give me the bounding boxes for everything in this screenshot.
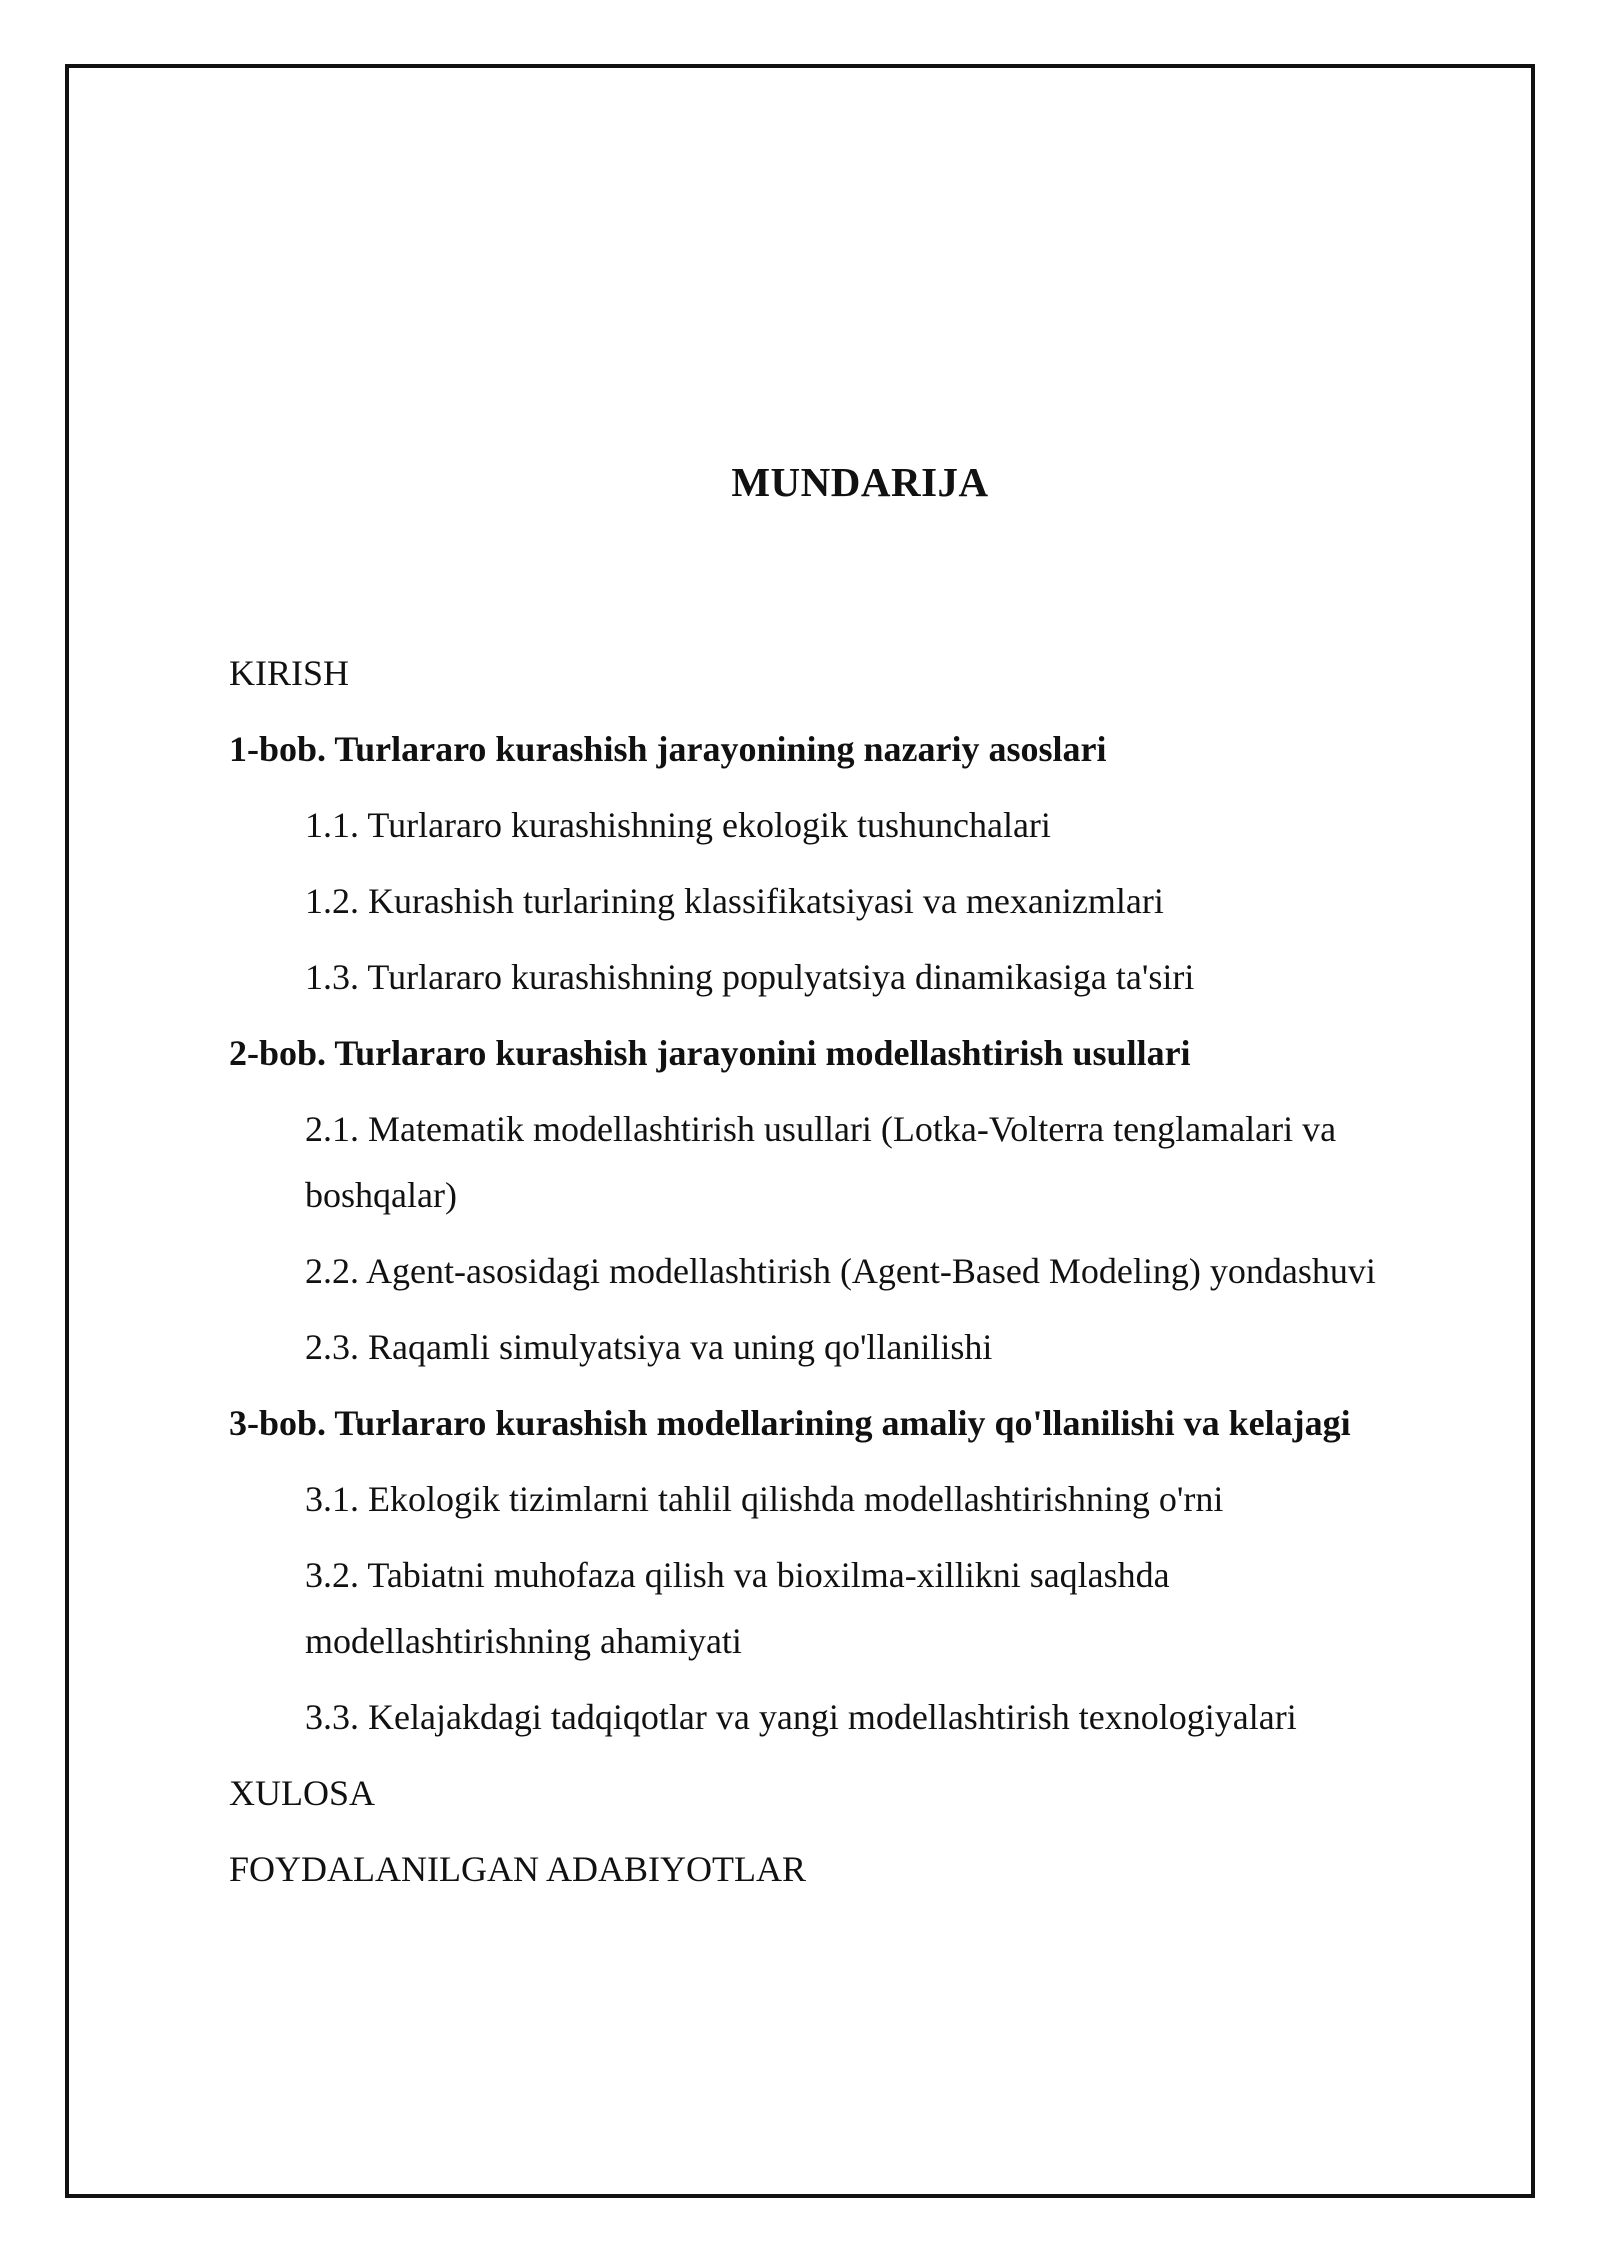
toc-section-2-3: 2.3. Raqamli simulyatsiya va uning qo'llanilishi (305, 1327, 993, 1367)
toc-section-1-1: 1.1. Turlararo kurashishning ekologik tushunchalari (305, 805, 1051, 845)
toc-chapter-2: 2-bob. Turlararo kurashish jarayonini modellashtirish usullari (229, 1033, 1191, 1073)
toc-section-2-1: 2.1. Matematik modellashtirish usullari (Lotka-Volterra tenglamalari va boshqalar) (305, 1109, 1337, 1215)
toc-section-2-2: 2.2. Agent-asosidagi modellashtirish (Agent-Based Modeling) yondashuvi (305, 1251, 1376, 1291)
toc-entry-intro: KIRISH (229, 653, 350, 693)
toc-section-3-1: 3.1. Ekologik tizimlarni tahlil qilishda modellashtirishning o'rni (305, 1479, 1224, 1519)
page-title: MUNDARIJA (731, 459, 989, 505)
toc-entry-references: FOYDALANILGAN ADABIYOTLAR (229, 1849, 806, 1889)
toc-entry-conclusion: XULOSA (229, 1773, 376, 1813)
toc-section-3-3: 3.3. Kelajakdagi tadqiqotlar va yangi modellashtirish texnologiyalari (305, 1697, 1297, 1737)
toc-section-3-2: 3.2. Tabiatni muhofaza qilish va bioxilma-xillikni saqlashda modellashtirishning ahamiyati (305, 1555, 1170, 1661)
toc-chapter-3: 3-bob. Turlararo kurashish modellarining amaliy qo'llanilishi va kelajagi (229, 1403, 1351, 1443)
toc-section-1-3: 1.3. Turlararo kurashishning populyatsiya dinamikasiga ta'siri (305, 957, 1195, 997)
toc-chapter-1: 1-bob. Turlararo kurashish jarayonining nazariy asoslari (229, 729, 1107, 769)
table-of-contents (229, 640, 1449, 1912)
toc-section-1-2: 1.2. Kurashish turlarining klassifikatsiyasi va mexanizmlari (305, 881, 1164, 921)
